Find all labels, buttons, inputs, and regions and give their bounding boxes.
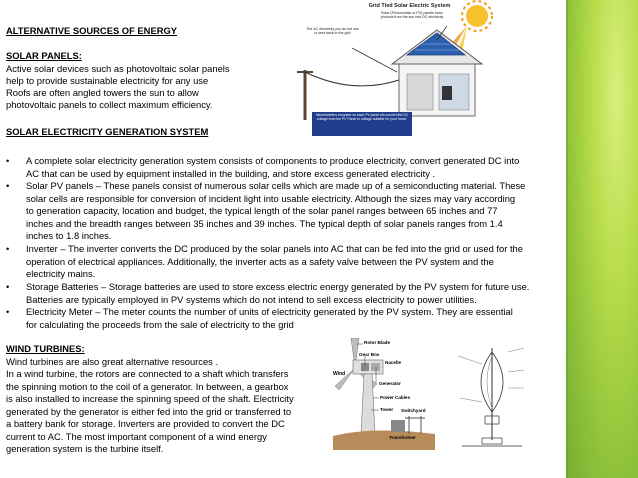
- wind-line: In a wind turbine, the rotors are connected to a shaft which transfers: [6, 368, 289, 379]
- solar-panels-line: Active solar devices such as photovoltaic solar panels: [6, 63, 230, 74]
- generator: [371, 363, 380, 371]
- wind-line: current to AC. The most important component of a wind energy: [6, 431, 267, 442]
- ground: [333, 430, 435, 450]
- bullet-line: A complete solar electricity generation system consists of components to produce electricity, convert generated DC into: [26, 155, 520, 166]
- bullet-line: inches and the breadth ranges between 35 inches and 39 inches. The typical depth of solar panels ranges from 1.4: [26, 217, 503, 229]
- label-transformer: Transformer: [389, 435, 416, 440]
- solar-system-bullet-list: [6, 155, 556, 331]
- wind-line: the spinning motion to the coil of a generator. In between, a gearbox: [6, 381, 289, 392]
- label-nacelle: Nacelle: [385, 360, 402, 365]
- solar-panels-line: help to provide sustainable electricity for any use: [6, 75, 209, 86]
- wind-line: generation system is the turbine itself.: [6, 443, 164, 454]
- label-wind: Wind: [333, 371, 346, 377]
- bullet-line: Storage Batteries – Storage batteries are used to store excess electric energy generated by the PV system for future use.: [26, 281, 530, 292]
- bullet-line: operation of electrical appliances. Additionally, the inverter acts as a safety valve between the PV system and the: [26, 255, 494, 267]
- bullet-line: to generation capacity, location and budget, the typical length of the solar panel ranges between 65 inches and 77: [26, 205, 498, 217]
- label-tower: Tower: [380, 407, 394, 412]
- wind-line: is also installed to increase the spinning speed of the shaft. Electricity: [6, 393, 294, 404]
- vertical-axis-turbine-diagram: [452, 342, 532, 454]
- heading-alternative-sources: ALTERNATIVE SOURCES OF ENERGY: [6, 25, 178, 36]
- callout-arrow: [352, 48, 397, 72]
- bullet-icon: •: [6, 281, 10, 292]
- microinverter-callout: Microinverters mounted on each PV panel will convert the DC voltage from the PV Panel to voltage suitable for your home.: [315, 113, 409, 122]
- heading-solar-electricity-system: SOLAR ELECTRICITY GENERATION SYSTEM: [6, 126, 209, 137]
- list-item: [6, 180, 556, 243]
- power-line: [305, 72, 399, 86]
- wind-turbine-svg: [333, 338, 435, 450]
- bullet-line: electricity mains.: [26, 268, 96, 280]
- label-switchyard: Switchyard: [401, 408, 426, 413]
- bullet-icon: •: [6, 180, 10, 191]
- list-item: [6, 243, 556, 281]
- bullet-line: Electricity Meter – The meter counts the number of units of electricity generated by the PV system. They are essential: [26, 306, 513, 317]
- grid-tied-solar-diagram: [297, 0, 497, 138]
- heading-wind-turbines: WIND TURBINES:: [6, 343, 85, 354]
- vertical-turbine-svg: [452, 342, 532, 454]
- bullet-line: AC that can be used by equipment installed in the building, and store excess generated electricity .: [26, 167, 436, 179]
- bullet-line: Inverter – The inverter converts the DC produced by the solar panels into AC that can be fed into the grid or used for the: [26, 243, 523, 254]
- solar-panels-callout: Solar (Photovoltaic or PV) panels turns photons from the sun into DC electricity: [380, 11, 444, 20]
- solar-figure-title: Grid Tied Solar Electric System: [368, 3, 451, 9]
- label-rotor-blade: Rotor Blade: [364, 340, 391, 345]
- list-item: [6, 306, 556, 331]
- list-item: [6, 281, 556, 306]
- house-room: [407, 74, 433, 110]
- sidebar-divider: [566, 0, 568, 478]
- bullet-line: Solar PV panels – These panels consist of numerous solar cells which are made up of a semiconducting material. These: [26, 180, 526, 191]
- label-power-cables: Power Cables: [380, 395, 411, 400]
- solar-panels-line: Roofs are often angled towers the sun to allow: [6, 87, 199, 98]
- solar-panels-line: photovoltaic panels to collect maximum efficiency.: [6, 99, 213, 110]
- turbine-blade: [492, 352, 503, 412]
- bullet-icon: •: [6, 306, 10, 317]
- decorative-green-sidebar: [566, 0, 638, 478]
- wind-turbine-diagram: [333, 338, 435, 450]
- bullet-line: solar cells are responsible for conversion of incident light into usable electricity. Although the sizes may vary according: [26, 192, 516, 204]
- list-item: [6, 155, 556, 180]
- sun-icon: [462, 1, 492, 31]
- wind-line: Wind turbines are also great alternative resources .: [6, 356, 219, 367]
- bullet-line: inches to 1.8 inches.: [26, 230, 112, 242]
- bullet-line: for calculating the proceeds from the sale of electricity to the grid: [26, 318, 294, 330]
- label-gear-box: Gear Box: [359, 352, 380, 357]
- bullet-icon: •: [6, 243, 10, 254]
- tv-icon: [442, 86, 452, 100]
- heading-solar-panels: SOLAR PANELS:: [6, 50, 82, 61]
- wind-line: generated by the generator is either fed into the grid or transferred to: [6, 406, 292, 417]
- bullet-line: Batteries are typically employed in PV systems which do not intend to sell excess electricity to power utilities.: [26, 293, 477, 305]
- transformer: [391, 420, 405, 432]
- ac-grid-callout: The AC electricity you do not use is sent back to the grid: [306, 27, 359, 36]
- wind-line: a battery bank for storage. Inverters are provided to convert the DC: [6, 418, 285, 429]
- label-generator: Generator: [379, 381, 401, 386]
- bullet-icon: •: [6, 155, 10, 166]
